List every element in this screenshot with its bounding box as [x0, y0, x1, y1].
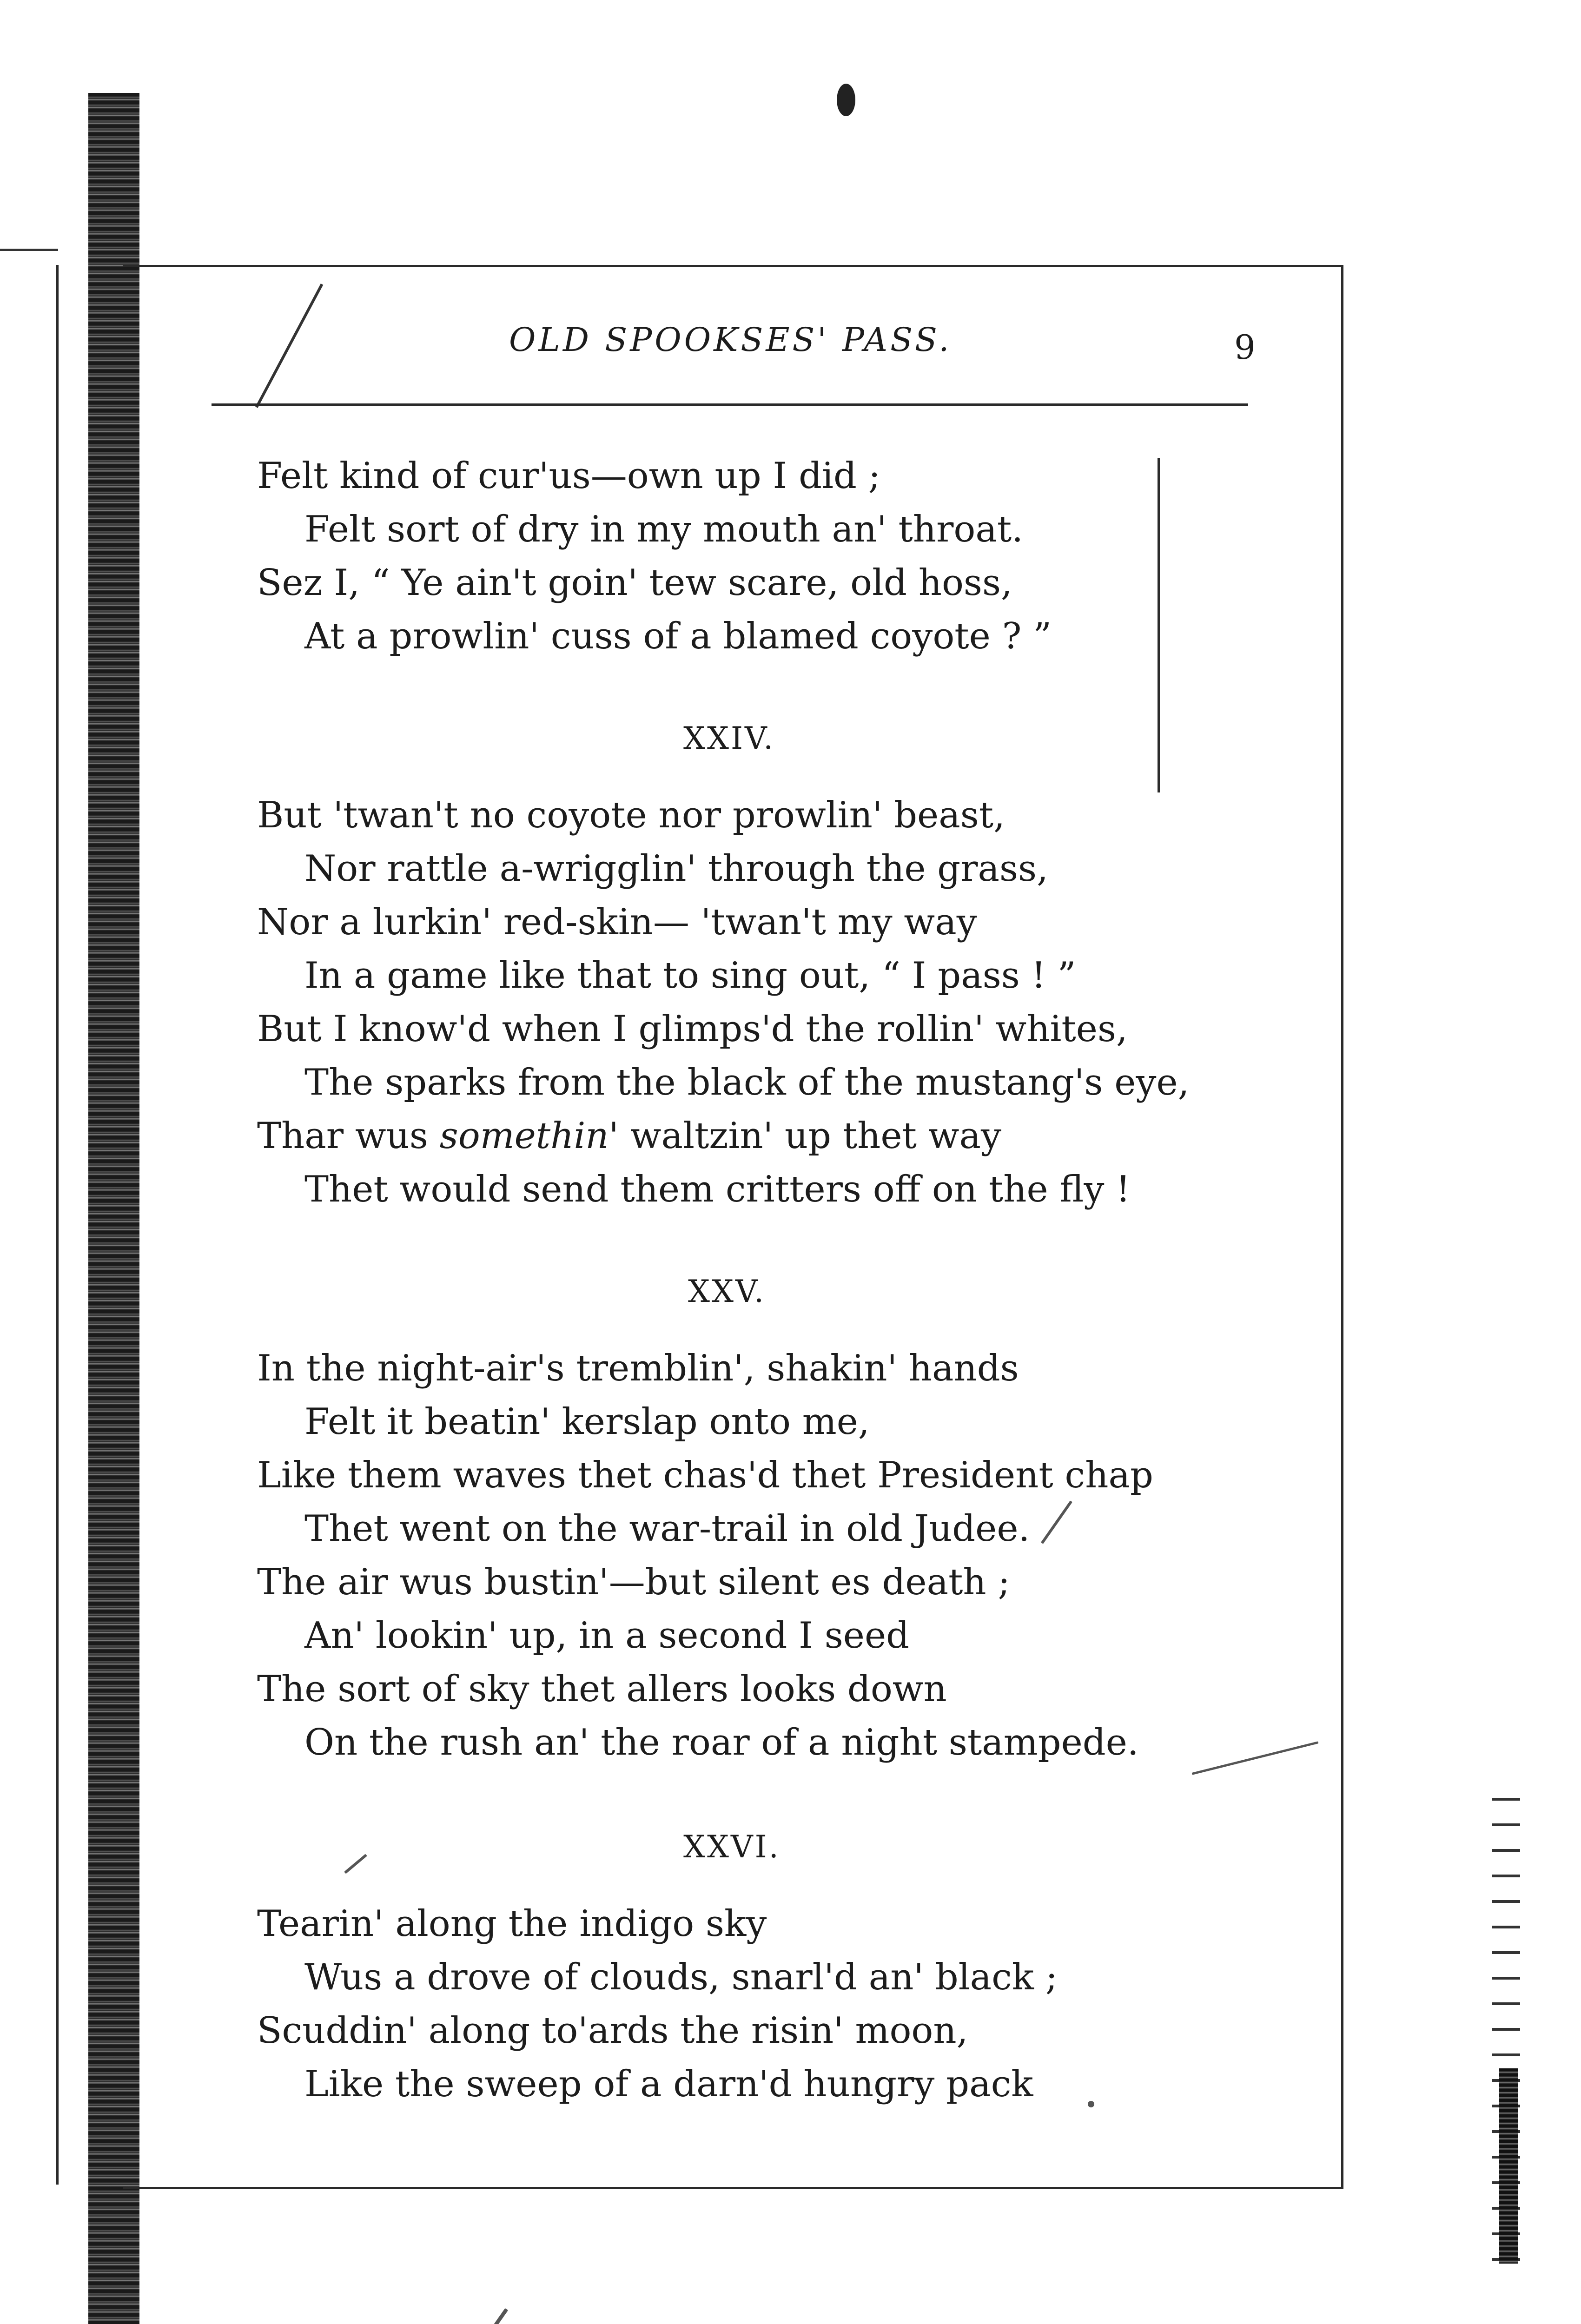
verse-line: An' lookin' up, in a second I seed	[304, 1615, 910, 1657]
verse-line: Scuddin' along to'ards the risin' moon,	[257, 2010, 968, 2052]
verse-text: waltzin' up thet way	[630, 1115, 1002, 1157]
verse-line: Thet would send them critters off on the fly !	[304, 1169, 1131, 1210]
verse-line: The sparks from the black of the mustang's eye,	[304, 1062, 1190, 1103]
verse-line: But 'twan't no coyote nor prowlin' beast,	[257, 794, 1005, 836]
verse-line	[257, 1115, 1002, 1157]
verse-line: The air wus bustin'—but silent es death ;	[257, 1561, 1010, 1603]
verse-line: In the night-air's tremblin', shakin' hands	[257, 1347, 1019, 1389]
running-head: OLD SPOOKSES' PASS.	[509, 321, 952, 359]
verse-italic-word: somethin'	[439, 1115, 619, 1157]
header-rule	[212, 403, 1248, 406]
stanza-heading: XXIV.	[683, 720, 775, 756]
verse-line: Tearin' along the indigo sky	[257, 1903, 767, 1945]
verse-line: Felt it beatin' kerslap onto me,	[304, 1401, 870, 1443]
verse-line: But I know'd when I glimps'd the rollin' whites,	[257, 1008, 1128, 1050]
page-edge-line	[56, 265, 59, 2185]
verse-line: At a prowlin' cuss of a blamed coyote ? ”	[304, 615, 1052, 657]
stanza-heading: XXVI.	[683, 1829, 781, 1865]
verse-line: Like the sweep of a darn'd hungry pack	[304, 2063, 1033, 2105]
verse-line: Like them waves thet chas'd thet President chap	[257, 1454, 1153, 1496]
verse-line: Sez I, “ Ye ain't goin' tew scare, old hoss,	[257, 562, 1012, 604]
margin-bar	[1158, 458, 1160, 792]
verse-line: Nor rattle a-wrigglin' through the grass,	[304, 848, 1048, 890]
verse-line: Felt sort of dry in my mouth an' throat.	[304, 508, 1023, 550]
stanza-heading: XXV.	[688, 1274, 766, 1309]
verse-line: The sort of sky thet allers looks down	[257, 1668, 947, 1710]
ink-speck	[837, 84, 855, 116]
verse-line: Felt kind of cur'us—own up I did ;	[257, 455, 881, 497]
verse-line: Wus a drove of clouds, snarl'd an' black ;	[304, 1956, 1058, 1998]
scan-noise-right-dense	[1499, 2068, 1518, 2264]
scan-edge-mark	[0, 249, 58, 251]
ink-speck	[481, 2308, 508, 2324]
verse-line: Nor a lurkin' red-skin— 'twan't my way	[257, 901, 977, 943]
verse-line: In a game like that to sing out, “ I pass ! ”	[304, 955, 1076, 997]
page-number: 9	[1234, 328, 1256, 367]
verse-line: On the rush an' the roar of a night stampede.	[304, 1722, 1139, 1763]
verse-text: Thar wus	[257, 1115, 428, 1157]
page-frame	[123, 265, 1343, 2189]
verse-line: Thet went on the war-trail in old Judee.	[304, 1508, 1030, 1550]
